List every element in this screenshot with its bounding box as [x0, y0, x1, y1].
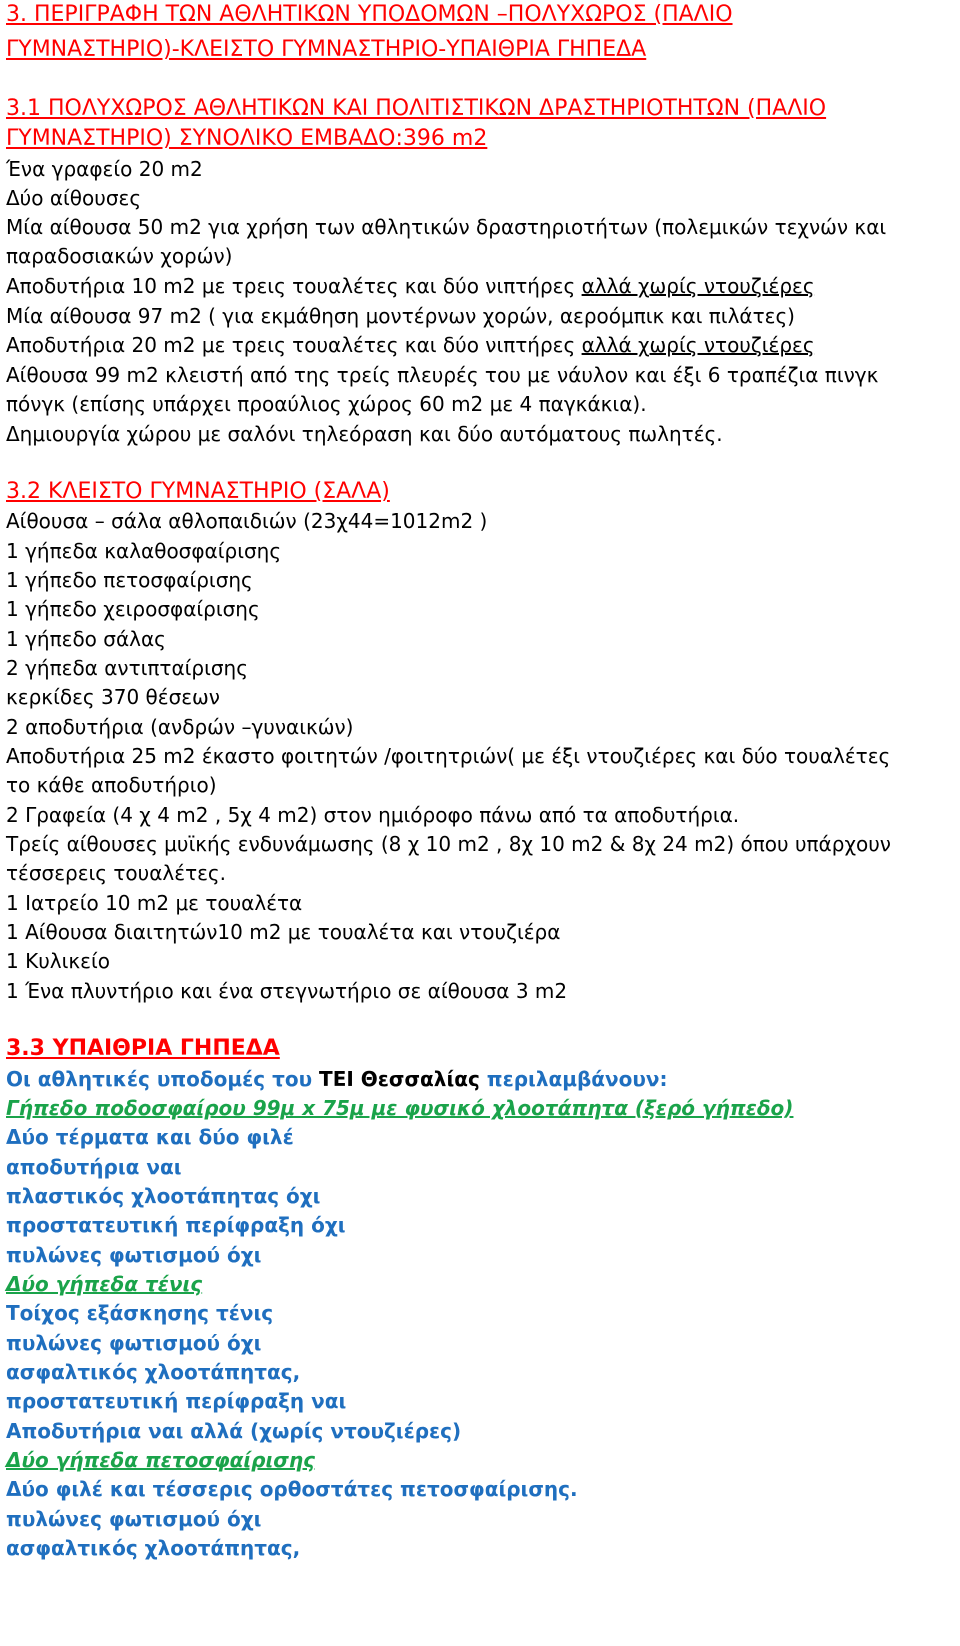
hall-99-line-2: πόνγκ (επίσης υπάρχει προαύλιος χώρος 60 m2 με 4 παγκάκια).: [6, 392, 647, 416]
two-halls-line: Δύο αίθουσες: [6, 186, 142, 210]
volleyball-nets-line: Δύο φιλέ και τέσσερις ορθοστάτες πετοσφαίρισης.: [6, 1477, 578, 1501]
section-3-3-heading: 3.3 ΥΠΑΙΘΡΙΑ ΓΗΠΕΔΑ: [6, 1036, 280, 1061]
changing-rooms-20-text: Αποδυτήρια 20 m2 με τρεις τουαλέτες και δύο νιπτήρες: [6, 333, 582, 357]
lounge-line: Δημιουργία χώρου με σαλόνι τηλεόραση και δύο αυτόματους πωλητές.: [6, 422, 723, 446]
section-3-2-heading: 3.2 ΚΛΕΙΣΤΟ ΓΥΜΝΑΣΤΗΡΙΟ (ΣΑΛΑ): [6, 479, 390, 504]
tennis-wall-line: Τοίχος εξάσκησης τένις: [6, 1301, 274, 1325]
changing-rooms-10-text: Αποδυτήρια 10 m2 με τρεις τουαλέτες και δύο νιπτήρες: [6, 274, 582, 298]
changing-rooms-25-line-1: Αποδυτήρια 25 m2 έκαστο φοιτητών /φοιτητριών( με έξι ντουζιέρες και δύο τουαλέτες: [6, 744, 891, 768]
tennis-surface-line: ασφαλτικός χλοοτάπητας,: [6, 1360, 301, 1384]
hall-99-line-1: Αίθουσα 99 m2 κλειστή από της τρείς πλευρές του με νάυλον και έξι 6 τραπέζια πινγκ: [6, 363, 879, 387]
tennis-fence-line: προστατευτική περίφραξη ναι: [6, 1389, 347, 1413]
no-showers-note-2: αλλά χωρίς ντουζιέρες: [581, 333, 815, 357]
hall-50-line-2: παραδοσιακών χορών): [6, 244, 233, 268]
football-lighting-line: πυλώνες φωτισμού όχι: [6, 1243, 262, 1267]
stands-line: κερκίδες 370 θέσεων: [6, 685, 220, 709]
football-fence-line: προστατευτική περίφραξη όχι: [6, 1213, 346, 1237]
football-artificial-turf-line: πλαστικός χλοοτάπητας όχι: [6, 1184, 321, 1208]
intro-text-c: περιλαμβάνουν:: [479, 1067, 668, 1091]
canteen-line: 1 Κυλικείο: [6, 949, 110, 973]
changing-rooms-20-line: [6, 330, 815, 360]
volleyball-court-line: 1 γήπεδο πετοσφαίρισης: [6, 568, 253, 592]
referees-room-line: 1 Αίθουσα διαιτητών10 m2 με τουαλέτα και ντουζιέρα: [6, 920, 561, 944]
section-3-1-heading-line-1: 3.1 ΠΟΛΥΧΩΡΟΣ ΑΘΛΗΤΙΚΩΝ ΚΑΙ ΠΟΛΙΤΙΣΤΙΚΩΝ ΔΡΑΣΤΗΡΙΟΤΗΤΩΝ (ΠΑΛΙΟ: [6, 96, 827, 121]
institution-name: ΤΕΙ Θεσσαλίας: [319, 1067, 480, 1091]
football-goals-line: Δύο τέρματα και δύο φιλέ: [6, 1125, 294, 1149]
section-3-1-heading-line-2: ΓΥΜΝΑΣΤΗΡΙΟ) ΣΥΝΟΛΙΚΟ ΕΜΒΑΔΟ:396 m2: [6, 126, 488, 151]
section-3-title-line-1: 3. ΠΕΡΙΓΡΑΦΗ ΤΩΝ ΑΘΛΗΤΙΚΩΝ ΥΠΟΔΟΜΩΝ –ΠΟΛΥΧΩΡΟΣ (ΠΑΛΙΟ: [6, 2, 733, 27]
tennis-changing-line: Αποδυτήρια ναι αλλά (χωρίς ντουζιέρες): [6, 1419, 462, 1443]
two-changing-rooms-line: 2 αποδυτήρια (ανδρών –γυναικών): [6, 715, 354, 739]
weight-rooms-line-1: Τρείς αίθουσες μυϊκής ενδυνάμωσης (8 χ 10 m2 , 8χ 10 m2 & 8χ 24 m2) όπου υπάρχουν: [6, 832, 891, 856]
weight-rooms-line-2: τέσσερεις τουαλέτες.: [6, 861, 227, 885]
volleyball-surface-line: ασφαλτικός χλοοτάπητας,: [6, 1536, 301, 1560]
badminton-court-line: 2 γήπεδα αντιπταίρισης: [6, 656, 248, 680]
hall-50-line-1: Μία αίθουσα 50 m2 για χρήση των αθλητικών δραστηριοτήτων (πολεμικών τεχνών και: [6, 215, 887, 239]
outdoor-intro-line: [6, 1064, 668, 1094]
volleyball-courts-heading: Δύο γήπεδα πετοσφαίρισης: [6, 1448, 315, 1472]
basketball-court-line: 1 γήπεδα καλαθοσφαίρισης: [6, 539, 282, 563]
futsal-court-line: 1 γήπεδο σάλας: [6, 627, 166, 651]
no-showers-note-1: αλλά χωρίς ντουζιέρες: [581, 274, 815, 298]
volleyball-lighting-line: πυλώνες φωτισμού όχι: [6, 1507, 262, 1531]
hall-97-line: Μία αίθουσα 97 m2 ( για εκμάθηση μοντέρνων χορών, αεροόμπικ και πιλάτες): [6, 304, 795, 328]
laundry-line: 1 Ένα πλυντήριο και ένα στεγνωτήριο σε αίθουσα 3 m2: [6, 979, 568, 1003]
infirmary-line: 1 Ιατρείο 10 m2 με τουαλέτα: [6, 891, 303, 915]
football-changing-line: αποδυτήρια ναι: [6, 1155, 182, 1179]
football-field-heading: Γήπεδο ποδοσφαίρου 99μ x 75μ με φυσικό χλοοτάπητα (ξερό γήπεδο): [6, 1096, 794, 1120]
offices-line: 2 Γραφεία (4 χ 4 m2 , 5χ 4 m2) στον ημιόροφο πάνω από τα αποδυτήρια.: [6, 803, 740, 827]
changing-rooms-25-line-2: το κάθε αποδυτήριο): [6, 773, 217, 797]
handball-court-line: 1 γήπεδο χειροσφαίρισης: [6, 597, 260, 621]
changing-rooms-10-line: [6, 271, 815, 301]
tennis-courts-heading: Δύο γήπεδα τένις: [6, 1272, 203, 1296]
intro-text-a: Οι αθλητικές υποδομές του: [6, 1067, 320, 1091]
office-line: Ένα γραφείο 20 m2: [6, 157, 203, 181]
gym-hall-line: Αίθουσα – σάλα αθλοπαιδιών (23χ44=1012m2 ): [6, 509, 488, 533]
section-3-title-line-2: ΓΥΜΝΑΣΤΗΡΙΟ)-ΚΛΕΙΣΤΟ ΓΥΜΝΑΣΤΗΡΙΟ-ΥΠΑΙΘΡΙΑ ΓΗΠΕΔΑ: [6, 37, 647, 62]
tennis-lighting-line: πυλώνες φωτισμού όχι: [6, 1331, 262, 1355]
